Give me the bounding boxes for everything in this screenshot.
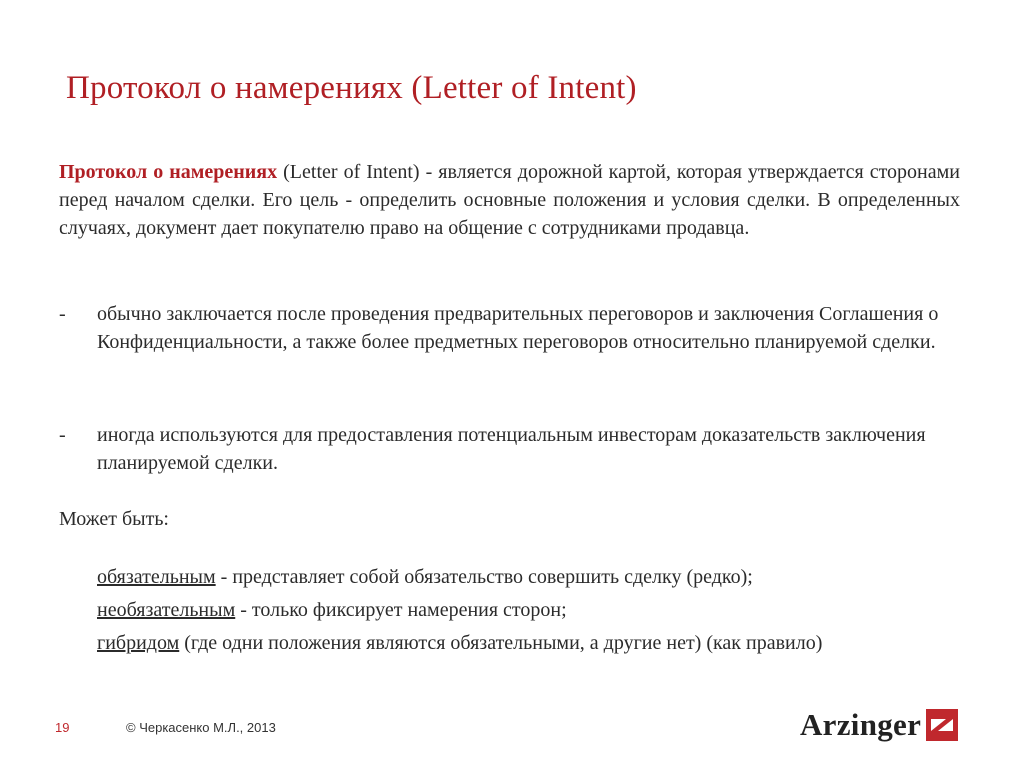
arzinger-logo bbox=[800, 705, 959, 745]
maybe-label: Может быть: bbox=[59, 508, 169, 530]
intro-text: (Letter of Intent) - является дорожной картой, которая утверждается сторонами перед началом сделки. Его цель - определить основные положения и условия сделки. В определенных случаях, документ дает покупателю право на общение с сотрудниками продавца. bbox=[59, 161, 960, 239]
page-number: 19 bbox=[55, 720, 70, 735]
logo-text: Arzinger bbox=[800, 707, 922, 742]
type-description: - представляет собой обязательство совершить сделку (редко); bbox=[215, 566, 753, 588]
bullet-item bbox=[59, 421, 939, 477]
type-item-hybrid bbox=[97, 629, 822, 657]
bullet-item bbox=[59, 300, 939, 384]
bullet-text: обычно заключается после проведения предварительных переговоров и заключения Соглашения о Конфиденциальности, а также более предметных переговоров относительно планируемой сделки. bbox=[97, 303, 939, 353]
type-item-nonbinding bbox=[97, 596, 567, 624]
type-term: обязательным bbox=[97, 566, 216, 588]
slide-title: Протокол о намерениях (Letter of Intent) bbox=[66, 70, 637, 106]
type-term: необязательным bbox=[97, 599, 236, 621]
bullet-dash: - bbox=[59, 424, 66, 446]
type-description: - только фиксирует намерения сторон; bbox=[235, 599, 567, 621]
logo-mark-icon bbox=[925, 708, 959, 742]
type-term: гибридом bbox=[97, 632, 180, 654]
bullet-dash: - bbox=[59, 303, 66, 325]
bullet-text: иногда используются для предоставления потенциальным инвесторам доказательств заключения планируемой сделки. bbox=[97, 424, 926, 474]
intro-term: Протокол о намерениях bbox=[59, 161, 278, 183]
intro-paragraph bbox=[59, 158, 960, 242]
type-item-binding bbox=[97, 563, 753, 591]
type-description: (где одни положения являются обязательными, а другие нет) (как правило) bbox=[179, 632, 823, 654]
copyright-text: © Черкасенко М.Л., 2013 bbox=[126, 720, 276, 735]
